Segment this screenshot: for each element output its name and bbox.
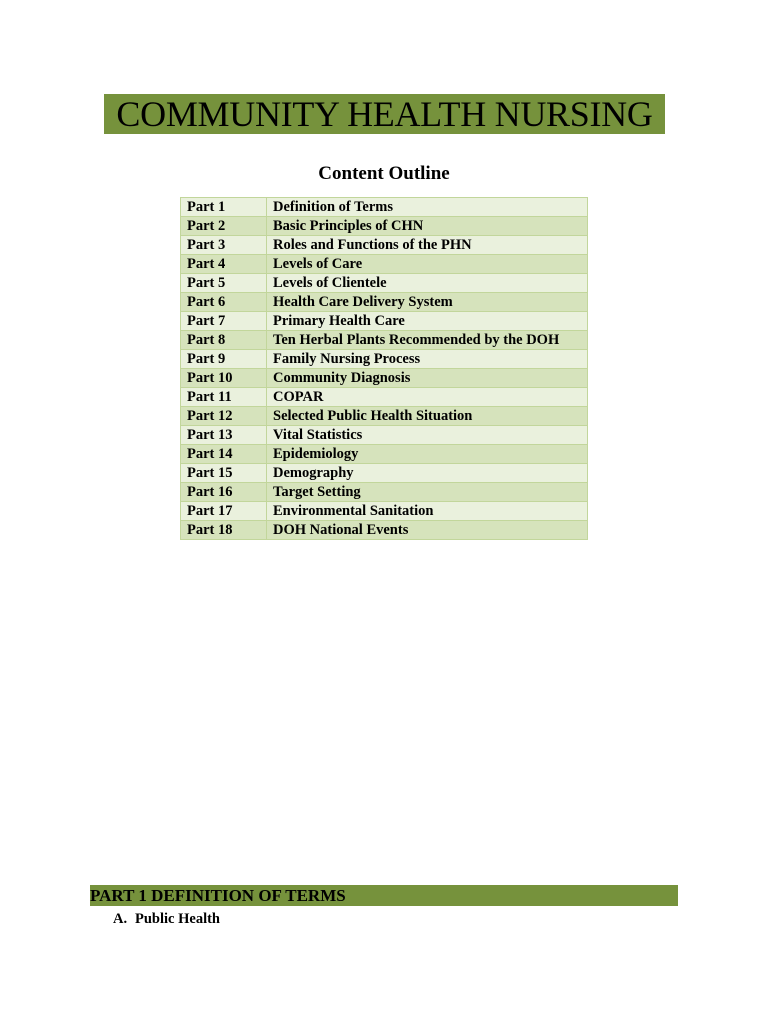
outline-topic: Community Diagnosis — [267, 369, 588, 388]
outline-row — [181, 464, 588, 483]
outline-topic: Levels of Care — [267, 255, 588, 274]
sub-item-label: Public Health — [135, 911, 220, 927]
outline-topic: Roles and Functions of the PHN — [267, 236, 588, 255]
title-banner — [104, 94, 665, 134]
outline-row — [181, 198, 588, 217]
outline-row — [181, 521, 588, 540]
section-heading: PART 1 DEFINITION OF TERMS — [90, 886, 346, 905]
outline-part-number: Part 9 — [181, 350, 267, 369]
outline-row — [181, 331, 588, 350]
sub-item-public-health — [113, 909, 220, 929]
outline-part-number: Part 4 — [181, 255, 267, 274]
outline-part-number: Part 3 — [181, 236, 267, 255]
outline-topic: Levels of Clientele — [267, 274, 588, 293]
outline-part-number: Part 11 — [181, 388, 267, 407]
outline-part-number: Part 2 — [181, 217, 267, 236]
document-title: COMMUNITY HEALTH NURSING — [116, 94, 653, 134]
outline-row — [181, 293, 588, 312]
outline-part-number: Part 12 — [181, 407, 267, 426]
sub-item-letter: A. — [113, 911, 128, 927]
outline-part-number: Part 1 — [181, 198, 267, 217]
outline-topic: Environmental Sanitation — [267, 502, 588, 521]
outline-part-number: Part 17 — [181, 502, 267, 521]
outline-row — [181, 502, 588, 521]
outline-row — [181, 350, 588, 369]
outline-topic: DOH National Events — [267, 521, 588, 540]
outline-topic: Vital Statistics — [267, 426, 588, 445]
outline-row — [181, 312, 588, 331]
outline-topic: Family Nursing Process — [267, 350, 588, 369]
outline-part-number: Part 10 — [181, 369, 267, 388]
section-heading-bar — [90, 885, 678, 906]
outline-row — [181, 407, 588, 426]
outline-part-number: Part 16 — [181, 483, 267, 502]
outline-topic: Demography — [267, 464, 588, 483]
outline-topic: COPAR — [267, 388, 588, 407]
outline-part-number: Part 6 — [181, 293, 267, 312]
outline-part-number: Part 7 — [181, 312, 267, 331]
outline-row — [181, 483, 588, 502]
outline-topic: Definition of Terms — [267, 198, 588, 217]
outline-topic: Epidemiology — [267, 445, 588, 464]
outline-row — [181, 274, 588, 293]
outline-row — [181, 369, 588, 388]
outline-topic: Selected Public Health Situation — [267, 407, 588, 426]
outline-part-number: Part 15 — [181, 464, 267, 483]
outline-part-number: Part 14 — [181, 445, 267, 464]
outline-part-number: Part 5 — [181, 274, 267, 293]
outline-topic: Target Setting — [267, 483, 588, 502]
outline-topic: Basic Principles of CHN — [267, 217, 588, 236]
outline-row — [181, 388, 588, 407]
outline-topic: Primary Health Care — [267, 312, 588, 331]
outline-part-number: Part 18 — [181, 521, 267, 540]
outline-row — [181, 445, 588, 464]
content-outline-heading: Content Outline — [318, 163, 450, 184]
outline-row — [181, 255, 588, 274]
outline-row — [181, 426, 588, 445]
outline-row — [181, 236, 588, 255]
outline-topic: Ten Herbal Plants Recommended by the DOH — [267, 331, 588, 350]
content-outline-table — [180, 197, 588, 540]
outline-part-number: Part 13 — [181, 426, 267, 445]
outline-row — [181, 217, 588, 236]
outline-part-number: Part 8 — [181, 331, 267, 350]
outline-topic: Health Care Delivery System — [267, 293, 588, 312]
